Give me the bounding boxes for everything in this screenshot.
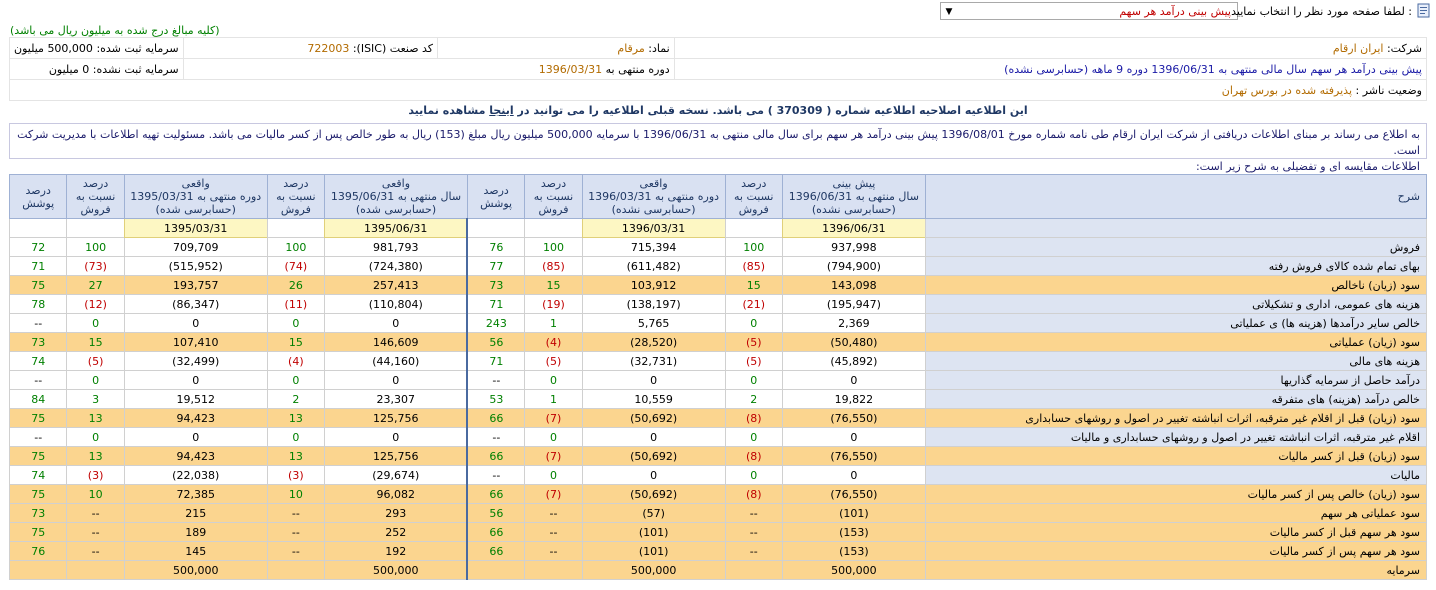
report-title-cell [674, 59, 1426, 80]
table-row [10, 352, 1427, 371]
pct-coverage-cell: 77 [467, 257, 524, 276]
pct-sales-cell: (21) [725, 295, 782, 314]
value-cell: (101) [582, 523, 725, 542]
value-cell: (138,197) [582, 295, 725, 314]
value-cell: (724,380) [325, 257, 468, 276]
registered-capital-cell: سرمایه ثبت شده: 500,000 میلیون [10, 38, 184, 59]
pct-sales-cell: 13 [67, 447, 124, 466]
pct-sales-cell: 0 [725, 428, 782, 447]
pct-coverage-cell: 74 [10, 466, 67, 485]
value-cell: (110,804) [325, 295, 468, 314]
table-row [10, 257, 1427, 276]
pct-sales-cell: 0 [267, 314, 324, 333]
row-label: سود (زیان) قبل از اقلام غیر مترقبه، اثرات انباشته تغییر در اصول و روشهای حسابداری [925, 409, 1426, 428]
value-cell: 252 [325, 523, 468, 542]
value-cell: (22,038) [124, 466, 267, 485]
row-label: سود (زیان) عملیاتی [925, 333, 1426, 352]
pct-sales-cell: 15 [725, 276, 782, 295]
pct-sales-cell: 26 [267, 276, 324, 295]
value-cell: 709,709 [124, 238, 267, 257]
pct-coverage-cell [10, 561, 67, 580]
pct-sales-cell: (4) [525, 333, 582, 352]
value-cell: (611,482) [582, 257, 725, 276]
value-cell: 0 [582, 371, 725, 390]
pct-sales-cell: 13 [267, 447, 324, 466]
pct-sales-cell: (8) [725, 447, 782, 466]
date-cell: 1396/06/31 [782, 219, 925, 238]
pct-sales-cell: 0 [525, 466, 582, 485]
pct-sales-cell [725, 561, 782, 580]
pct-sales-cell: 15 [525, 276, 582, 295]
pct-coverage-cell: 74 [10, 352, 67, 371]
value-cell: (50,692) [582, 447, 725, 466]
pct-sales-cell: (73) [67, 257, 124, 276]
value-cell: 0 [124, 428, 267, 447]
pct-coverage-cell: 71 [467, 295, 524, 314]
row-label: سود هر سهم قبل از کسر مالیات [925, 523, 1426, 542]
pct-sales-cell: (5) [525, 352, 582, 371]
value-cell: 19,512 [124, 390, 267, 409]
pct-sales-cell: 0 [67, 428, 124, 447]
pct-coverage-cell: 66 [467, 542, 524, 561]
pct-sales-cell: (85) [725, 257, 782, 276]
value-cell: 193,757 [124, 276, 267, 295]
pct-sales-cell: -- [725, 523, 782, 542]
table-row [10, 276, 1427, 295]
value-cell: 0 [325, 314, 468, 333]
pct-sales-cell: 100 [67, 238, 124, 257]
value-cell: 257,413 [325, 276, 468, 295]
pct-sales-cell: (5) [725, 352, 782, 371]
value-cell: 2,369 [782, 314, 925, 333]
table-row [10, 485, 1427, 504]
description-line-1: به اطلاع می رساند بر مبنای اطلاعات دریافتی از شرکت ایران ارقام طی نامه شماره مورخ 1396/08/01 پیش بینی درآمد هر سهم برای سال مالی منتهی به 1396/06/31 با سرمایه 500,000 میلیون ریال مبلغ (153) ریال به طور خالص پس از کسر مالیات می باشد. مسئولیت تهیه اطلاعات با مدیریت شرکت است. [17, 128, 1420, 157]
pct-sales-cell: 10 [267, 485, 324, 504]
value-cell: 937,998 [782, 238, 925, 257]
value-cell: (32,499) [124, 352, 267, 371]
pct-sales-cell: (85) [525, 257, 582, 276]
row-label: سود (زیان) خالص پس از کسر مالیات [925, 485, 1426, 504]
table-row [10, 295, 1427, 314]
page-select-label: لطفا صفحه مورد نظر را انتخاب نمایید : [1231, 5, 1412, 18]
table-row [10, 542, 1427, 561]
value-cell: 125,756 [325, 409, 468, 428]
pct-sales-cell: -- [67, 523, 124, 542]
pct-sales-cell: (8) [725, 485, 782, 504]
value-cell: (32,731) [582, 352, 725, 371]
row-label: سود هر سهم پس از کسر مالیات [925, 542, 1426, 561]
page-select-dropdown[interactable] [940, 2, 1238, 20]
value-cell: (794,900) [782, 257, 925, 276]
date-row [10, 219, 1427, 238]
value-cell: 715,394 [582, 238, 725, 257]
col-header-actual-9503: واقعی دوره منتهی به 1395/03/31 (حسابرسی شده) [124, 175, 267, 219]
company-name: ایران ارقام [1332, 41, 1384, 55]
value-cell: 0 [782, 428, 925, 447]
value-cell: 94,423 [124, 409, 267, 428]
value-cell: 0 [782, 466, 925, 485]
value-cell: (45,892) [782, 352, 925, 371]
pct-sales-cell: 0 [67, 314, 124, 333]
pct-coverage-cell: 53 [467, 390, 524, 409]
col-header-pct-sales: درصد نسبت به فروش [725, 175, 782, 219]
pct-sales-cell: (19) [525, 295, 582, 314]
pct-sales-cell: 1 [525, 314, 582, 333]
value-cell: (29,674) [325, 466, 468, 485]
value-cell: (28,520) [582, 333, 725, 352]
pct-sales-cell [67, 561, 124, 580]
pct-coverage-cell: 76 [10, 542, 67, 561]
value-cell: 500,000 [582, 561, 725, 580]
isic-value: 722003 [307, 41, 350, 55]
pct-sales-cell: 13 [67, 409, 124, 428]
col-header-description: شرح [925, 175, 1426, 219]
pct-sales-cell: (3) [67, 466, 124, 485]
table-row [10, 466, 1427, 485]
registered-capital-value: 500,000 میلیون [14, 41, 93, 55]
pct-sales-cell: 15 [67, 333, 124, 352]
symbol-value: مرقام [617, 41, 645, 55]
pct-sales-cell: 2 [267, 390, 324, 409]
row-label: خالص درآمد (هزینه) های متفرقه [925, 390, 1426, 409]
period-value: 1396/03/31 [538, 62, 603, 76]
value-cell: 215 [124, 504, 267, 523]
row-label: درآمد حاصل از سرمایه گذاریها [925, 371, 1426, 390]
value-cell: (195,947) [782, 295, 925, 314]
row-label: خالص سایر درآمدها (هزینه ها) ی عملیاتی [925, 314, 1426, 333]
pct-coverage-cell [467, 561, 524, 580]
table-row [10, 371, 1427, 390]
company-cell: شرکت: ایران ارقام [674, 38, 1426, 59]
pct-coverage-cell: 78 [10, 295, 67, 314]
col-header-pct-sales: درصد نسبت به فروش [267, 175, 324, 219]
value-cell: 23,307 [325, 390, 468, 409]
table-row [10, 333, 1427, 352]
pct-sales-cell: 100 [267, 238, 324, 257]
table-row [10, 390, 1427, 409]
col-header-actual-9603: واقعی دوره منتهی به 1396/03/31 (حسابرسی نشده) [582, 175, 725, 219]
value-cell: 143,098 [782, 276, 925, 295]
pct-coverage-cell: 73 [10, 504, 67, 523]
value-cell: (76,550) [782, 447, 925, 466]
pct-sales-cell: 3 [67, 390, 124, 409]
row-label: سود (زیان) قبل از کسر مالیات [925, 447, 1426, 466]
row-label: بهای تمام شده کالای فروش رفته [925, 257, 1426, 276]
pct-coverage-cell: -- [467, 428, 524, 447]
pct-sales-cell: 0 [67, 371, 124, 390]
value-cell: (153) [782, 523, 925, 542]
pct-coverage-cell: -- [467, 371, 524, 390]
pct-sales-cell: (7) [525, 485, 582, 504]
symbol-cell: نماد: مرقام [438, 38, 675, 59]
pct-sales-cell [267, 561, 324, 580]
pct-sales-cell: -- [67, 504, 124, 523]
value-cell: 981,793 [325, 238, 468, 257]
description-line-2: اطلاعات مقایسه ای و تفضیلی به شرح زیر است: [1195, 160, 1420, 173]
pct-sales-cell: 2 [725, 390, 782, 409]
value-cell: 0 [782, 371, 925, 390]
table-row [10, 447, 1427, 466]
row-label: سود عملیاتی هر سهم [925, 504, 1426, 523]
value-cell: 107,410 [124, 333, 267, 352]
page-selector-bar [940, 2, 1434, 22]
table-row [10, 314, 1427, 333]
pct-coverage-cell: 56 [467, 333, 524, 352]
pct-coverage-cell: 66 [467, 447, 524, 466]
table-row [10, 238, 1427, 257]
value-cell: 103,912 [582, 276, 725, 295]
col-header-forecast: پیش بینی سال منتهی به 1396/06/31 (حسابرسی نشده) [782, 175, 925, 219]
pct-sales-cell: -- [525, 523, 582, 542]
pct-sales-cell: 0 [525, 371, 582, 390]
pct-coverage-cell: 71 [10, 257, 67, 276]
value-cell: (101) [582, 542, 725, 561]
table-row [10, 428, 1427, 447]
row-label: هزینه های مالی [925, 352, 1426, 371]
date-cell: 1395/03/31 [124, 219, 267, 238]
pct-sales-cell: 0 [725, 371, 782, 390]
pct-coverage-cell: 66 [467, 409, 524, 428]
table-row [10, 504, 1427, 523]
pct-sales-cell: 0 [267, 371, 324, 390]
value-cell: (86,347) [124, 295, 267, 314]
pct-sales-cell: (3) [267, 466, 324, 485]
pct-sales-cell: (8) [725, 409, 782, 428]
pct-coverage-cell: 75 [10, 447, 67, 466]
value-cell: (76,550) [782, 485, 925, 504]
value-cell: 0 [582, 428, 725, 447]
table-row [10, 409, 1427, 428]
pct-sales-cell: 10 [67, 485, 124, 504]
pct-coverage-cell: 66 [467, 523, 524, 542]
previous-version-link[interactable]: اینجا [489, 104, 514, 117]
value-cell: 0 [582, 466, 725, 485]
col-header-pct-coverage: درصد پوشش [467, 175, 524, 219]
row-label: اقلام غیر مترقبه، اثرات انباشته تغییر در اصول و روشهای حسابداری و مالیات [925, 428, 1426, 447]
pct-sales-cell: (12) [67, 295, 124, 314]
description-box [9, 123, 1427, 173]
pct-coverage-cell: 75 [10, 523, 67, 542]
pct-sales-cell: (5) [725, 333, 782, 352]
pct-sales-cell: 15 [267, 333, 324, 352]
pct-sales-cell: 0 [525, 428, 582, 447]
value-cell: 0 [325, 428, 468, 447]
pct-coverage-cell: -- [467, 466, 524, 485]
pct-sales-cell: 0 [725, 466, 782, 485]
value-cell: (50,692) [582, 409, 725, 428]
value-cell: 0 [325, 371, 468, 390]
pct-sales-cell [525, 561, 582, 580]
isic-cell: کد صنعت (ISIC): 722003 [183, 38, 438, 59]
value-cell: (515,952) [124, 257, 267, 276]
pct-sales-cell: -- [525, 504, 582, 523]
date-cell: 1395/06/31 [325, 219, 468, 238]
pct-sales-cell: -- [67, 542, 124, 561]
col-header-pct-coverage: درصد پوشش [10, 175, 67, 219]
eps-forecast-table [9, 174, 1427, 580]
pct-sales-cell: 1 [525, 390, 582, 409]
pct-sales-cell: 0 [725, 314, 782, 333]
value-cell: (57) [582, 504, 725, 523]
value-cell: (50,480) [782, 333, 925, 352]
pct-sales-cell: (7) [525, 447, 582, 466]
col-header-pct-sales: درصد نسبت به فروش [67, 175, 124, 219]
pct-coverage-cell: 75 [10, 485, 67, 504]
value-cell: 192 [325, 542, 468, 561]
row-label: سرمایه [925, 561, 1426, 580]
pct-coverage-cell: 72 [10, 238, 67, 257]
amount-unit-note: (کلیه مبالغ درج شده به میلیون ریال می باشد) [10, 24, 220, 37]
value-cell: 500,000 [325, 561, 468, 580]
pct-sales-cell: -- [267, 542, 324, 561]
page-select-value: پیش بینی درآمد هر سهم [1119, 5, 1231, 18]
pct-sales-cell: -- [725, 542, 782, 561]
value-cell: (76,550) [782, 409, 925, 428]
value-cell: (153) [782, 542, 925, 561]
company-info-table [9, 37, 1427, 101]
pct-coverage-cell: 71 [467, 352, 524, 371]
pct-sales-cell: 100 [525, 238, 582, 257]
value-cell: 19,822 [782, 390, 925, 409]
period-cell: دوره منتهی به 1396/03/31 [183, 59, 674, 80]
value-cell: 10,559 [582, 390, 725, 409]
pct-sales-cell: -- [525, 542, 582, 561]
pct-sales-cell: 13 [267, 409, 324, 428]
date-cell: 1396/03/31 [582, 219, 725, 238]
pct-coverage-cell: 56 [467, 504, 524, 523]
pct-sales-cell: 27 [67, 276, 124, 295]
report-title: پیش بینی درآمد هر سهم سال مالی منتهی به 1396/06/31 دوره 9 ماهه (حسابرسی نشده) [1004, 62, 1422, 76]
value-cell: 94,423 [124, 447, 267, 466]
pct-sales-cell: (74) [267, 257, 324, 276]
pct-coverage-cell: 75 [10, 409, 67, 428]
value-cell: 189 [124, 523, 267, 542]
value-cell: 146,609 [325, 333, 468, 352]
publisher-status-cell: وضعیت ناشر : پذیرفته شده در بورس تهران [10, 80, 1427, 101]
value-cell: 500,000 [782, 561, 925, 580]
value-cell: 0 [124, 314, 267, 333]
pct-coverage-cell: -- [10, 314, 67, 333]
pct-sales-cell: (7) [525, 409, 582, 428]
table-row [10, 523, 1427, 542]
value-cell: (50,692) [582, 485, 725, 504]
pct-sales-cell: (5) [67, 352, 124, 371]
pct-sales-cell: 100 [725, 238, 782, 257]
pct-coverage-cell: 73 [467, 276, 524, 295]
pct-sales-cell: 0 [267, 428, 324, 447]
value-cell: 0 [124, 371, 267, 390]
pct-sales-cell: -- [267, 523, 324, 542]
value-cell: (44,160) [325, 352, 468, 371]
unregistered-capital-value: 0 میلیون [48, 62, 90, 76]
document-icon[interactable] [1416, 3, 1432, 19]
pct-coverage-cell: 84 [10, 390, 67, 409]
pct-sales-cell: (11) [267, 295, 324, 314]
pct-sales-cell: -- [725, 504, 782, 523]
value-cell: 5,765 [582, 314, 725, 333]
pct-coverage-cell: -- [10, 428, 67, 447]
value-cell: 293 [325, 504, 468, 523]
col-header-actual-9506: واقعی سال منتهی به 1395/06/31 (حسابرسی شده) [325, 175, 468, 219]
value-cell: 500,000 [124, 561, 267, 580]
row-label: سود (زیان) ناخالص [925, 276, 1426, 295]
chevron-down-icon[interactable]: ▼ [945, 7, 953, 17]
pct-sales-cell: -- [267, 504, 324, 523]
col-header-pct-sales: درصد نسبت به فروش [525, 175, 582, 219]
value-cell: 125,756 [325, 447, 468, 466]
value-cell: 145 [124, 542, 267, 561]
table-row [10, 561, 1427, 580]
publisher-status-value: پذیرفته شده در بورس تهران [1221, 83, 1353, 97]
pct-coverage-cell: 75 [10, 276, 67, 295]
pct-coverage-cell: -- [10, 371, 67, 390]
row-label: مالیات [925, 466, 1426, 485]
pct-sales-cell: (4) [267, 352, 324, 371]
value-cell: (101) [782, 504, 925, 523]
pct-coverage-cell: 73 [10, 333, 67, 352]
value-cell: 72,385 [124, 485, 267, 504]
pct-coverage-cell: 66 [467, 485, 524, 504]
pct-coverage-cell: 243 [467, 314, 524, 333]
row-label: فروش [925, 238, 1426, 257]
amendment-notice: این اطلاعیه اصلاحیه اطلاعیه شماره ( 370309 ) می باشد. نسخه قبلی اطلاعیه را می توانید در اینجا مشاهده نمایید [408, 104, 1028, 117]
row-label: هزینه های عمومی، اداری و تشکیلاتی [925, 295, 1426, 314]
value-cell: 96,082 [325, 485, 468, 504]
pct-coverage-cell: 76 [467, 238, 524, 257]
unregistered-capital-cell: سرمایه ثبت نشده: 0 میلیون [10, 59, 184, 80]
